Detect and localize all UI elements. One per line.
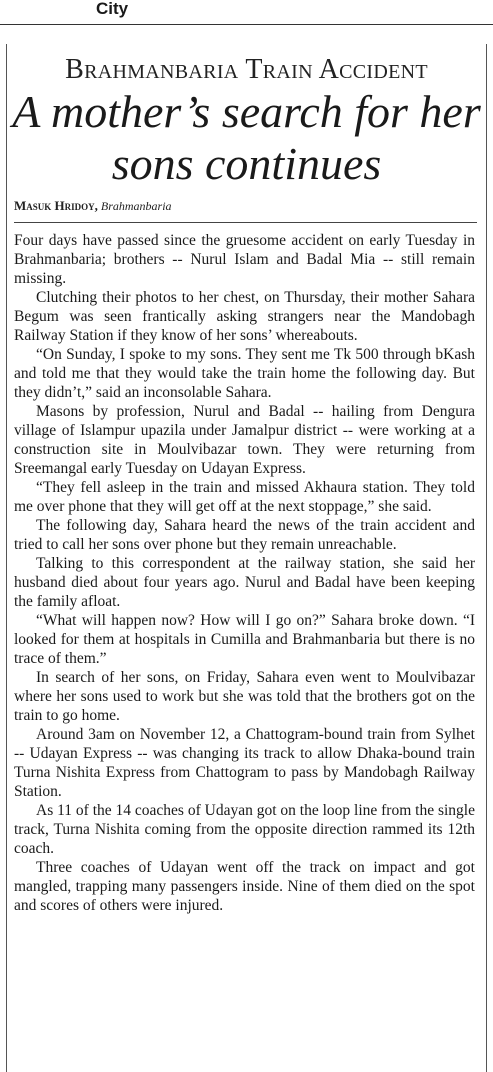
section-label: City <box>96 0 129 18</box>
article-paragraph: Masons by profession, Nurul and Badal -- hailing from Dengura village of Islampur upazila under Jamalpur district -- were working at a construction site in Moulvibazar town. They were returning from Sreemangal early Tuesday on Udayan Express. <box>14 403 475 477</box>
article-paragraph: Talking to this correspondent at the railway station, she said her husband died about four years ago. Nurul and Badal have been keeping the family afloat. <box>14 555 475 610</box>
article-paragraph: In search of her sons, on Friday, Sahara even went to Moulvibazar where her sons used to work but she was told that the brothers got on the train to go home. <box>14 669 475 724</box>
article-paragraph: “What will happen now? How will I go on?” Sahara broke down. “I looked for them at hospitals in Cumilla and Brahmanbaria but there is no trace of them.” <box>14 612 475 667</box>
article-paragraph: Clutching their photos to her chest, on Thursday, their mother Sahara Begum was seen frantically asking strangers near the Mandobagh Railway Station if they know of her sons’ whereabouts. <box>14 289 475 344</box>
byline-divider <box>14 222 477 223</box>
article-paragraph: The following day, Sahara heard the news of the train accident and tried to call her sons over phone but they remain unreachable. <box>14 517 475 553</box>
article-paragraph: “They fell asleep in the train and missed Akhaura station. They told me over phone that they will get off at the next stoppage,” she said. <box>14 479 475 515</box>
article-paragraph: As 11 of the 14 coaches of Udayan got on the loop line from the single track, Turna Nishita coming from the opposite direction rammed its 12th coach. <box>14 802 475 857</box>
article-kicker: Brahmanbaria Train Accident <box>65 54 428 85</box>
article-headline: A mother’s search for her sons continues <box>12 86 481 189</box>
article-paragraph: Three coaches of Udayan went off the track on impact and got mangled, trapping many passengers inside. Nine of them died on the spot and scores of others were injured. <box>14 859 475 914</box>
article-paragraph: “On Sunday, I spoke to my sons. They sent me Tk 500 through bKash and told me that they would take the train home the following day. But they didn’t,” said an inconsolable Sahara. <box>14 346 475 401</box>
article-frame-right-border <box>486 44 487 1072</box>
article-body <box>14 231 475 1069</box>
byline-location: Brahmanbaria <box>100 199 172 213</box>
article-frame-left-border <box>6 44 7 1072</box>
byline <box>14 199 172 213</box>
section-divider <box>0 24 493 25</box>
byline-author: Masuk Hridoy, <box>14 198 98 213</box>
article-paragraph: Four days have passed since the gruesome accident on early Tuesday in Brahmanbaria; brothers -- Nurul Islam and Badal Mia -- still remain missing. <box>14 232 475 287</box>
article-paragraph: Around 3am on November 12, a Chattogram-bound train from Sylhet -- Udayan Express -- was changing its track to allow Dhaka-bound train Turna Nishita Express from Chattogram to pass by Mandobagh Railway Station. <box>14 726 475 800</box>
